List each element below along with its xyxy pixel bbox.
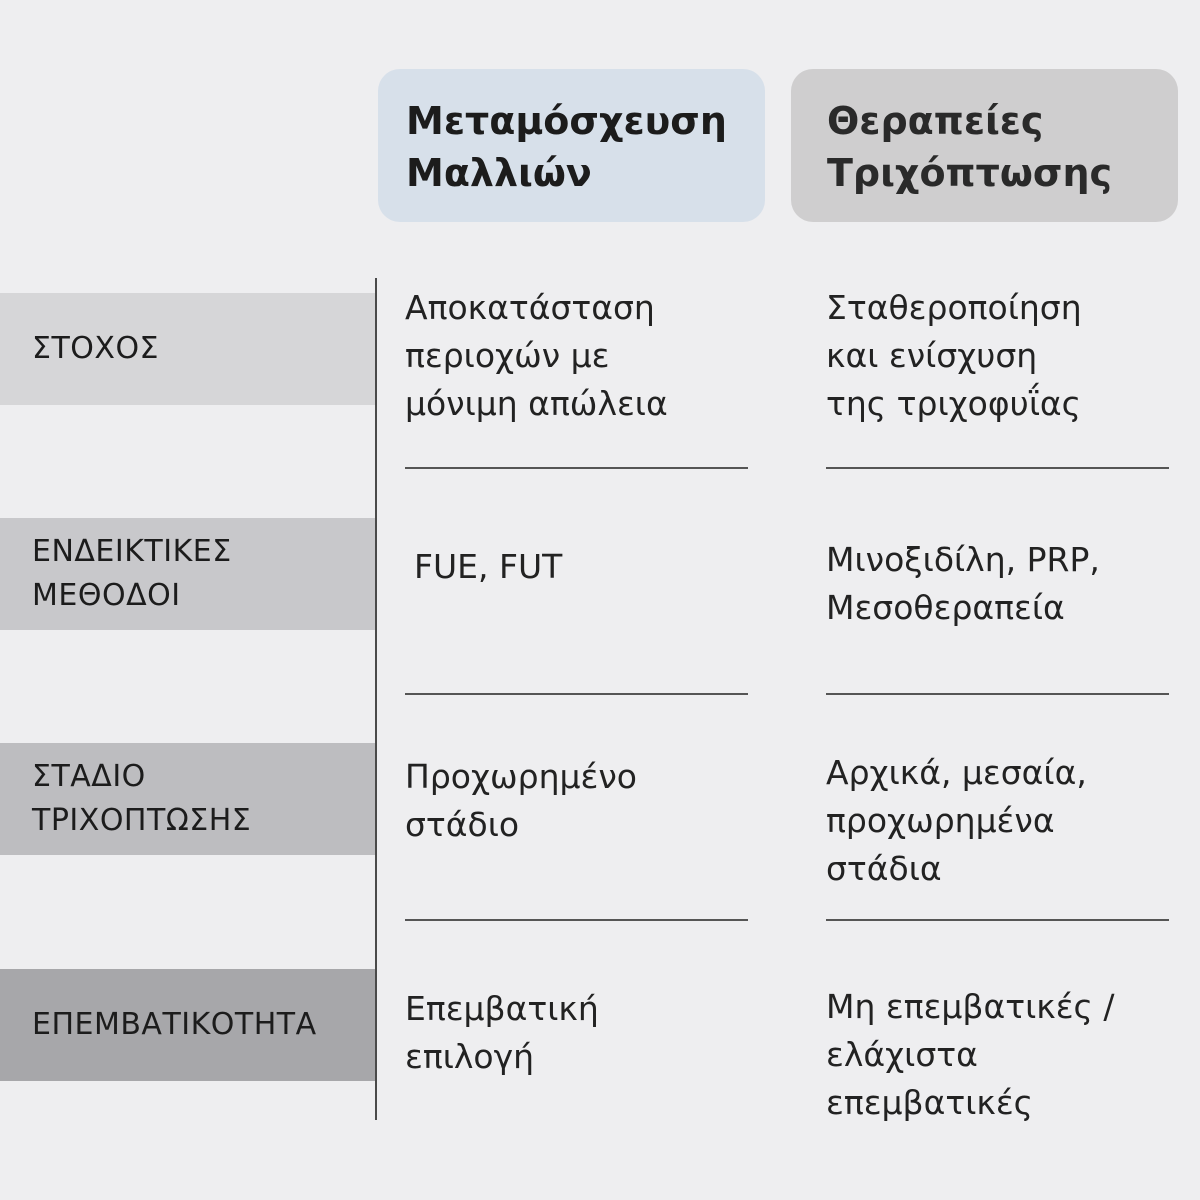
column-header-hair-loss-treatments: Θεραπείες Τριχόπτωσης <box>791 69 1178 222</box>
cell-methods-treatments: Μινοξιδίλη, PRP, Μεσοθεραπεία <box>826 540 1100 627</box>
row-label-methods: ΕΝΔΕΙΚΤΙΚΕΣ ΜΕΘΟΔΟΙ <box>0 518 375 630</box>
row-label-stage: ΣΤΑΔΙΟ ΤΡΙΧΟΠΤΩΣΗΣ <box>0 743 375 855</box>
row-separator <box>405 693 748 695</box>
cell-goal-transplant: Αποκατάσταση περιοχών με μόνιμη απώλεια <box>405 288 668 423</box>
cell-invasiveness-transplant: Επεμβατική επιλογή <box>405 989 599 1076</box>
row-separator <box>826 693 1169 695</box>
row-separator <box>405 919 748 921</box>
row-label-invasiveness: ΕΠΕΜΒΑΤΙΚΟΤΗΤΑ <box>0 969 375 1081</box>
cell-stage-transplant: Προχωρημένο στάδιο <box>405 757 637 844</box>
column-header-hair-transplant: Μεταμόσχευση Μαλλιών <box>378 69 765 222</box>
vertical-divider <box>375 278 377 1120</box>
row-separator <box>826 919 1169 921</box>
row-separator <box>405 467 748 469</box>
cell-stage-treatments: Αρχικά, μεσαία, προχωρημένα στάδια <box>826 753 1087 888</box>
row-label-goal: ΣΤΟΧΟΣ <box>0 293 375 405</box>
cell-goal-treatments: Σταθεροποίηση και ενίσχυση της τριχοφυΐας <box>826 288 1082 423</box>
row-separator <box>826 467 1169 469</box>
cell-invasiveness-treatments: Μη επεμβατικές / ελάχιστα επεμβατικές <box>826 987 1115 1122</box>
cell-methods-transplant: FUE, FUT <box>414 547 563 586</box>
